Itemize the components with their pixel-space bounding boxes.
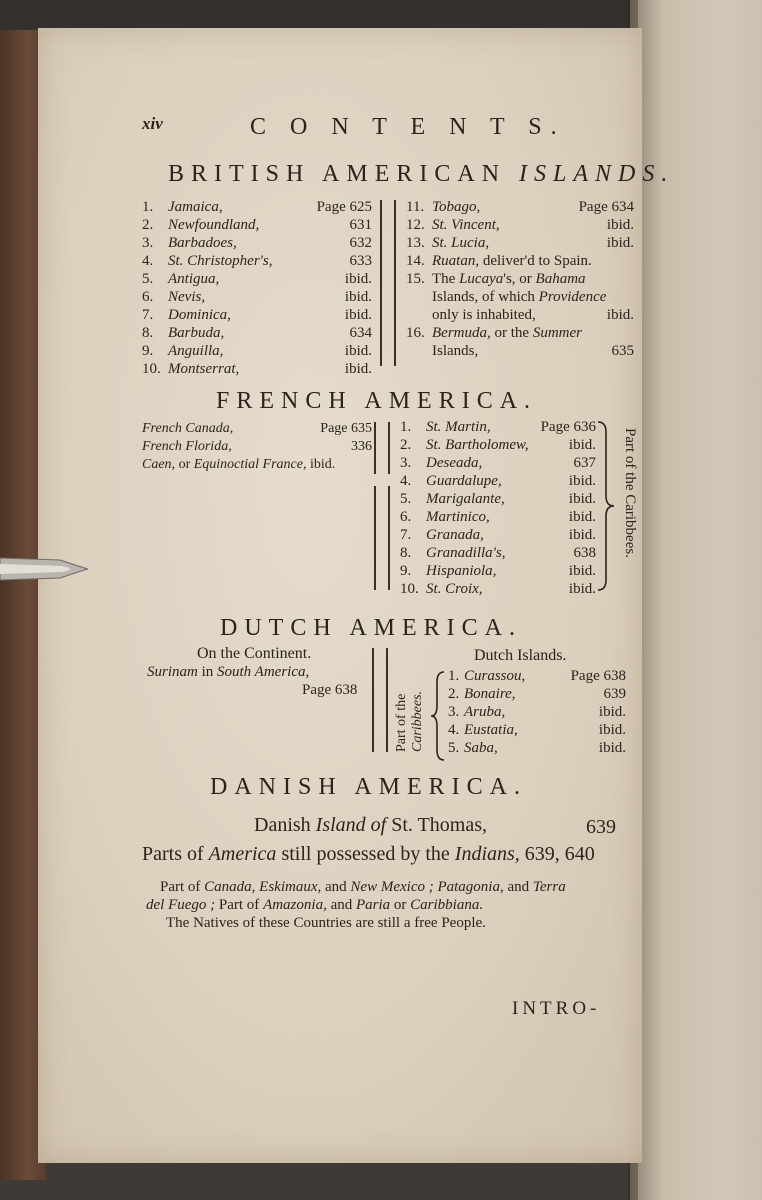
item-number: 11.	[406, 199, 425, 215]
item-number: 10.	[142, 361, 161, 377]
item-name: Marigalante,	[426, 491, 505, 507]
item-number: 8.	[142, 325, 154, 341]
item-number: 6.	[400, 509, 412, 525]
list-item	[400, 580, 596, 598]
item-name: Lucaya	[459, 271, 504, 287]
french-heading: FRENCH AMERICA.	[216, 388, 538, 414]
item-text: only is inhabited,	[432, 307, 536, 323]
list-item	[448, 739, 626, 757]
item-number: 4.	[400, 473, 412, 489]
item-text: Islands,	[432, 343, 479, 359]
side-label-line: Part of the	[394, 693, 409, 752]
item-page: 639, 640	[524, 843, 595, 865]
item-name: Jamaica,	[168, 199, 223, 215]
column-rule	[388, 486, 390, 590]
list-item	[448, 703, 626, 721]
item-name: St. Lucia,	[432, 235, 490, 251]
item-name: Hispaniola,	[426, 563, 497, 579]
list-item	[406, 234, 634, 252]
item-name: Granada,	[426, 527, 484, 543]
item-page: ibid.	[568, 437, 596, 453]
list-item	[400, 562, 596, 580]
item-text: in	[201, 664, 214, 680]
item-text: St. Thomas,	[391, 814, 487, 836]
item-name: St. Bartholomew,	[426, 437, 529, 453]
list-item	[142, 252, 372, 270]
item-number: 3.	[142, 235, 154, 251]
item-name: St. Vincent,	[432, 217, 500, 233]
surinam-page: Page 638	[302, 682, 358, 698]
item-name: Caen,	[142, 457, 176, 472]
item-name: Bermuda,	[432, 325, 491, 341]
item-number: 9.	[400, 563, 412, 579]
item-page: 637	[573, 455, 596, 471]
item-number: 7.	[400, 527, 412, 543]
list-item	[400, 490, 596, 508]
item-page: ibid.	[310, 457, 336, 472]
item-text: Danish	[254, 814, 311, 836]
item-page: ibid.	[344, 307, 372, 323]
surinam-entry	[147, 664, 309, 681]
list-item-continued	[406, 306, 634, 324]
list-item	[142, 198, 372, 216]
item-name: Island of	[315, 814, 387, 836]
caribbees-side-label: Part of the Caribbees.	[622, 428, 638, 558]
dutch-heading: DUTCH AMERICA.	[220, 615, 523, 641]
column-rule	[388, 422, 390, 474]
item-page: 633	[349, 253, 372, 269]
page-title: C O N T E N T S.	[250, 114, 566, 140]
item-number: 14.	[406, 253, 425, 269]
continent-label: On the Continent.	[197, 645, 312, 662]
item-name: Summer	[532, 325, 582, 341]
item-name: Guardalupe,	[426, 473, 502, 489]
item-page: ibid.	[344, 361, 372, 377]
item-page: ibid.	[344, 343, 372, 359]
list-item	[406, 216, 634, 234]
caribbees-side-label-box	[620, 428, 640, 588]
dutch-islands-heading: Dutch Islands.	[474, 647, 567, 664]
note-text: Part of	[218, 897, 260, 913]
list-item	[448, 685, 626, 703]
item-page: ibid.	[344, 289, 372, 305]
item-number: 1.	[400, 419, 412, 435]
item-number: 3.	[448, 704, 460, 720]
item-page: Page 635	[320, 421, 372, 436]
item-text: The	[432, 271, 456, 287]
note-text: and	[507, 879, 530, 895]
item-name: Ruatan,	[432, 253, 480, 269]
british-heading-a: BRITISH AMERICAN	[168, 161, 507, 187]
item-name: Curassou,	[464, 668, 526, 684]
list-item-continued	[406, 288, 634, 306]
item-name: Newfoundland,	[168, 217, 260, 233]
list-item	[400, 472, 596, 490]
item-page: ibid.	[568, 509, 596, 525]
item-page: 635	[611, 343, 634, 359]
note-line	[160, 878, 566, 896]
item-name: Antigua,	[168, 271, 220, 287]
list-item	[142, 270, 372, 288]
french-right-list	[400, 418, 596, 598]
list-item	[448, 667, 626, 685]
column-rule	[386, 648, 388, 752]
item-page: ibid.	[606, 235, 634, 251]
item-name: French Canada,	[142, 421, 234, 436]
note-text: Part of	[160, 879, 201, 895]
british-heading-b: ISLANDS.	[519, 161, 675, 187]
item-name: Barbuda,	[168, 325, 225, 341]
item-page: ibid.	[598, 740, 626, 756]
item-name: Granadilla's,	[426, 545, 506, 561]
item-page: ibid.	[568, 473, 596, 489]
item-name: Dominica,	[168, 307, 231, 323]
item-name: French Florida,	[142, 439, 232, 454]
item-number: 9.	[142, 343, 154, 359]
note-line: The Natives of these Countries are still a free People.	[166, 915, 486, 931]
list-item	[400, 454, 596, 472]
item-text: Islands, of which	[432, 289, 535, 305]
list-item	[142, 419, 372, 437]
item-name: Anguilla,	[168, 343, 224, 359]
list-item	[400, 418, 596, 436]
item-name: Aruba,	[464, 704, 506, 720]
note-name: Caribbiana.	[410, 897, 484, 913]
item-page: Page 636	[540, 419, 596, 435]
item-page: 632	[349, 235, 372, 251]
item-name: South America,	[217, 664, 310, 680]
item-name: Barbadoes,	[168, 235, 237, 251]
list-item	[406, 324, 634, 342]
item-page: ibid.	[606, 217, 634, 233]
item-number: 10.	[400, 581, 419, 597]
item-name: America	[208, 843, 277, 865]
item-number: 13.	[406, 235, 425, 251]
item-name: Deseada,	[426, 455, 483, 471]
side-label-line: Caribbees.	[410, 690, 425, 752]
note-paragraph	[146, 878, 566, 932]
item-number: 7.	[142, 307, 154, 323]
item-name: St. Croix,	[426, 581, 483, 597]
note-name: Terra	[532, 879, 566, 895]
item-text: or	[178, 457, 191, 472]
list-item	[406, 270, 634, 288]
list-item	[400, 436, 596, 454]
british-heading	[168, 161, 674, 188]
item-number: 6.	[142, 289, 154, 305]
danish-page: 639	[586, 816, 616, 838]
item-page: 336	[351, 439, 372, 454]
list-item	[142, 234, 372, 252]
item-page: 639	[603, 686, 626, 702]
note-text: or	[393, 897, 407, 913]
item-number: 2.	[142, 217, 154, 233]
list-item	[142, 288, 372, 306]
note-text: and	[325, 879, 347, 895]
list-item	[406, 198, 634, 216]
item-page: ibid.	[568, 527, 596, 543]
french-left-list	[142, 419, 372, 473]
item-name: Eustatia,	[464, 722, 518, 738]
danish-heading: DANISH AMERICA.	[210, 774, 528, 800]
item-name: Tobago,	[432, 199, 481, 215]
item-number: 12.	[406, 217, 425, 233]
list-item	[142, 216, 372, 234]
item-name: Surinam	[147, 664, 198, 680]
item-name: Equinoctial France,	[193, 457, 307, 472]
item-name: St. Martin,	[426, 419, 491, 435]
column-rule	[372, 648, 374, 752]
item-name: Providence	[538, 289, 607, 305]
list-item	[142, 360, 372, 378]
item-number: 3.	[400, 455, 412, 471]
item-page: ibid.	[598, 704, 626, 720]
item-number: 1.	[448, 668, 460, 684]
dutch-side-label-box	[394, 674, 434, 754]
metal-clip-icon	[0, 548, 88, 590]
item-number: 5.	[400, 491, 412, 507]
item-page: Page 625	[316, 199, 372, 215]
list-item	[142, 342, 372, 360]
item-name: Bahama	[535, 271, 586, 287]
note-name: New Mexico ; Patagonia,	[350, 879, 504, 895]
list-item	[406, 252, 634, 270]
item-name: Martinico,	[426, 509, 490, 525]
note-text: and	[330, 897, 353, 913]
list-item	[142, 324, 372, 342]
note-name: del Fuego ;	[146, 897, 216, 913]
list-item	[142, 306, 372, 324]
item-page: Page 634	[578, 199, 634, 215]
column-rule	[380, 200, 382, 366]
item-number: 2.	[448, 686, 460, 702]
item-page: ibid.	[606, 307, 634, 323]
item-number: 2.	[400, 437, 412, 453]
list-item	[142, 455, 372, 473]
list-item	[400, 508, 596, 526]
item-name: Nevis,	[168, 289, 206, 305]
item-page: ibid.	[598, 722, 626, 738]
item-number: 5.	[448, 740, 460, 756]
item-number: 15.	[406, 271, 425, 287]
dutch-island-list	[448, 667, 626, 757]
item-name: Bonaire,	[464, 686, 516, 702]
column-rule	[394, 200, 396, 366]
item-page: ibid.	[568, 491, 596, 507]
dutch-side-label	[394, 691, 426, 752]
left-brace-icon	[430, 670, 446, 762]
item-number: 16.	[406, 325, 425, 341]
item-number: 4.	[448, 722, 460, 738]
item-name: Indians,	[454, 843, 520, 865]
item-number: 8.	[400, 545, 412, 561]
item-number: 1.	[142, 199, 154, 215]
note-line	[146, 896, 566, 914]
note-name: Amazonia,	[263, 897, 327, 913]
danish-entry	[254, 814, 487, 837]
note-name: Paria	[355, 897, 391, 913]
page-numeral: xiv	[142, 114, 163, 133]
item-page: 634	[349, 325, 372, 341]
list-item	[142, 437, 372, 455]
item-number: 4.	[142, 253, 154, 269]
right-brace-icon	[594, 420, 618, 592]
list-item	[400, 544, 596, 562]
item-text: still possessed by the	[281, 843, 450, 865]
british-left-list	[142, 198, 372, 378]
item-name: Saba,	[464, 740, 498, 756]
column-rule	[374, 422, 376, 474]
note-name: Canada, Eskimaux,	[204, 879, 322, 895]
item-page: 638	[573, 545, 596, 561]
item-name: St. Christopher's,	[168, 253, 273, 269]
catchword: INTRO-	[512, 998, 601, 1019]
item-number: 5.	[142, 271, 154, 287]
item-text: deliver'd to Spain.	[482, 253, 592, 269]
list-item	[448, 721, 626, 739]
item-page: ibid.	[568, 563, 596, 579]
item-text: or the	[494, 325, 530, 341]
item-page: ibid.	[344, 271, 372, 287]
british-right-list	[406, 198, 634, 360]
item-text: Parts of	[142, 843, 204, 865]
item-page: Page 638	[570, 668, 626, 684]
indians-entry	[142, 843, 595, 866]
list-item-continued	[406, 342, 634, 360]
item-page: 631	[349, 217, 372, 233]
item-name: Montserrat,	[168, 361, 240, 377]
column-rule	[374, 486, 376, 590]
book-page	[38, 28, 675, 1163]
item-text: 's, or	[503, 271, 532, 287]
list-item	[400, 526, 596, 544]
item-page: ibid.	[568, 581, 596, 597]
